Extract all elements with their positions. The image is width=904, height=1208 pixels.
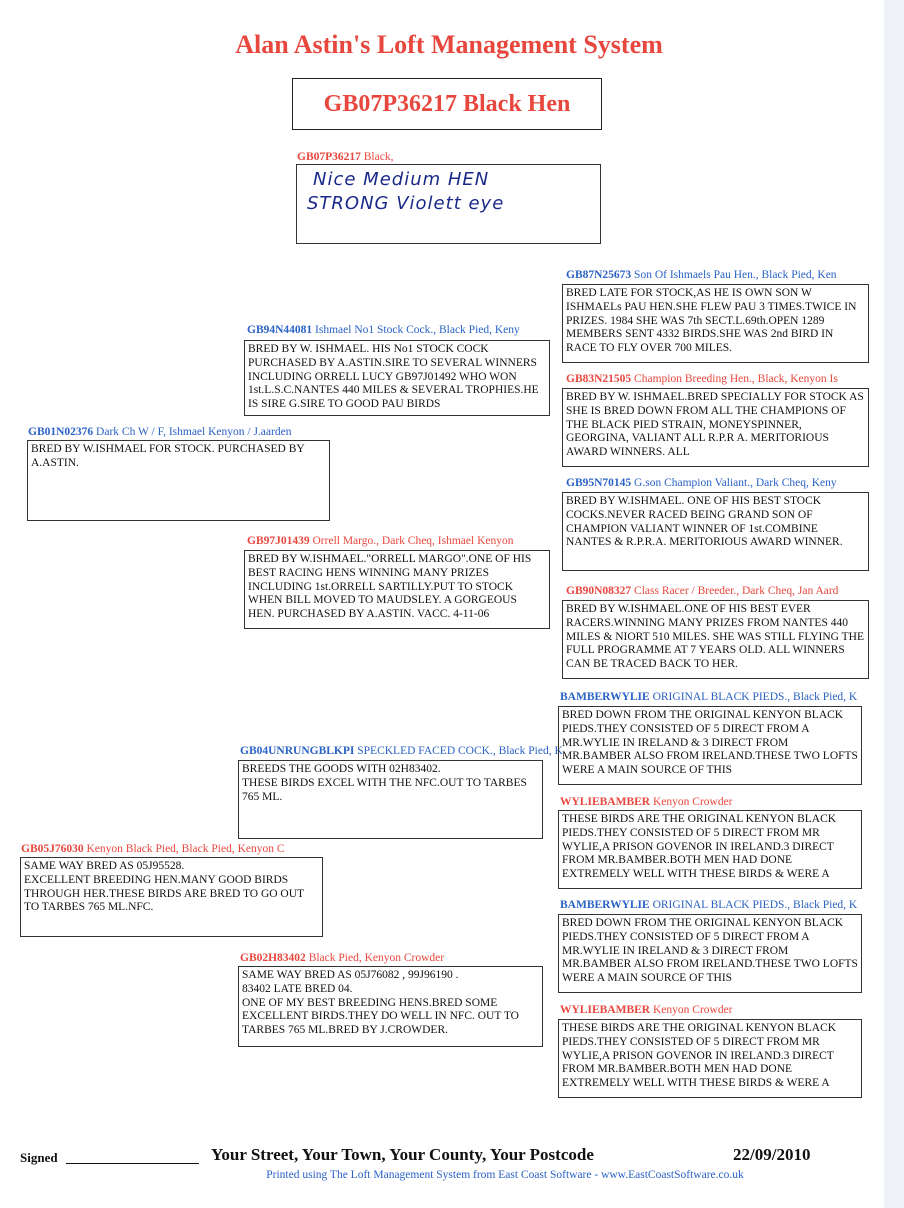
dds-header <box>560 898 857 912</box>
signed-label: Signed <box>20 1150 58 1165</box>
subject-handwritten-note <box>296 164 601 244</box>
sss-header <box>566 268 837 282</box>
dss-desc: ORIGINAL BLACK PIEDS., Black Pied, K <box>652 691 858 703</box>
dsd-header <box>560 795 733 809</box>
sss-desc: Son Of Ishmaels Pau Hen., Black Pied, Ken <box>634 269 837 281</box>
sire-ring: GB01N02376 <box>28 426 94 438</box>
sds-notes: BRED BY W.ISHMAEL. ONE OF HIS BEST STOCK COCKS.NEVER RACED BEING GRAND SON OF CHAMPION VALIANT WINNER OF 1st.COMBINE NANTES & R.P.R.A. MERITORIOUS AWARD WINNER. <box>562 492 869 571</box>
ds-ring: GB04UNRUNGBLKPI <box>240 745 355 757</box>
sds-desc: G.son Champion Valiant., Dark Cheq, Keny <box>634 477 837 489</box>
ss-notes: BRED BY W. ISHMAEL. HIS No1 STOCK COCK PURCHASED BY A.ASTIN.SIRE TO SEVERAL WINNERS INCLUDING ORRELL LUCY GB97J01492 WHO WON 1st.L.S.C.NANTES 440 MILES & SEVERAL TROPHIES.HE IS SIRE G.SIRE TO GOOD PAU BIRDS <box>244 340 550 416</box>
dam-ring: GB05J76030 <box>21 843 84 855</box>
page-title: Alan Astin's Loft Management System <box>235 30 663 59</box>
ssd-desc: Champion Breeding Hen., Black, Kenyon Is <box>634 373 838 385</box>
ddd-ring: WYLIEBAMBER <box>560 1004 651 1016</box>
dds-notes: BRED DOWN FROM THE ORIGINAL KENYON BLACK PIEDS.THEY CONSISTED OF 5 DIRECT FROM A MR.WYLIE IN IRELAND & 3 DIRECT FROM MR.BAMBER ALSO FROM IRELAND.THESE TWO LOFTS WERE A MAIN SOURCE OF THIS <box>558 914 862 993</box>
printed-by-note: Printed using The Loft Management System from East Coast Software - www.EastCoastSoftware.co.uk <box>266 1169 744 1181</box>
sds-header <box>566 476 837 490</box>
ss-ring: GB94N44081 <box>247 324 313 336</box>
subject-heading: GB07P36217 Black Hen <box>292 78 602 130</box>
footer-address: Your Street, Your Town, Your County, Your Postcode <box>211 1145 594 1164</box>
dam-notes: SAME WAY BRED AS 05J95528. EXCELLENT BREEDING HEN.MANY GOOD BIRDS THROUGH HER.THESE BIRDS ARE BRED TO GO OUT TO TARBES 765 ML.NFC. <box>20 857 323 937</box>
sss-ring: GB87N25673 <box>566 269 632 281</box>
sds-ring: GB95N70145 <box>566 477 632 489</box>
subject-header <box>297 150 393 164</box>
sdd-ring: GB90N08327 <box>566 585 632 597</box>
sd-ring: GB97J01439 <box>247 535 310 547</box>
ddd-desc: Kenyon Crowder <box>652 1004 733 1016</box>
dd-header <box>240 951 444 965</box>
sire-notes: BRED BY W.ISHMAEL FOR STOCK. PURCHASED BY A.ASTIN. <box>27 440 330 521</box>
sire-desc: Dark Ch W / F, Ishmael Kenyon / J.aarden <box>96 426 292 438</box>
dd-ring: GB02H83402 <box>240 952 306 964</box>
subject-ring: GB07P36217 <box>297 151 361 163</box>
footer-date: 22/09/2010 <box>733 1145 811 1164</box>
sd-desc: Orrell Margo., Dark Cheq, Ishmael Kenyon <box>312 535 514 547</box>
ssd-notes: BRED BY W. ISHMAEL.BRED SPECIALLY FOR STOCK AS SHE IS BRED DOWN FROM ALL THE CHAMPIONS OF THE BLACK PIED STRAIN, MONEYSPINNER, GEORGINA, VALIANT ALL R.P.R A. MERITORIOUS AWARD WINNERS. ALL <box>562 388 869 467</box>
ddd-notes: THESE BIRDS ARE THE ORIGINAL KENYON BLACK PIEDS.THEY CONSISTED OF 5 DIRECT FROM MR WYLIE,A PRISON GOVENOR IN IRELAND.3 DIRECT FROM MR.BAMBER.BOTH MEN HAD DONE EXTREMELY WELL WITH THESE BIRDS & WERE A <box>558 1019 862 1098</box>
ds-notes: BREEDS THE GOODS WITH 02H83402. THESE BIRDS EXCEL WITH THE NFC.OUT TO TARBES 765 ML. <box>238 760 543 839</box>
dsd-notes: THESE BIRDS ARE THE ORIGINAL KENYON BLACK PIEDS.THEY CONSISTED OF 5 DIRECT FROM MR WYLIE,A PRISON GOVENOR IN IRELAND.3 DIRECT FROM MR.BAMBER.BOTH MEN HAD DONE EXTREMELY WELL WITH THESE BIRDS & WERE A <box>558 810 862 889</box>
sdd-desc: Class Racer / Breeder., Dark Cheq, Jan Aard <box>634 585 839 597</box>
sire-header <box>28 425 291 439</box>
ddd-header <box>560 1003 733 1017</box>
sd-header <box>247 534 514 548</box>
signature-line <box>66 1163 199 1164</box>
sdd-header <box>566 584 838 598</box>
subject-desc: Black, <box>363 151 394 163</box>
dds-desc: ORIGINAL BLACK PIEDS., Black Pied, K <box>652 899 858 911</box>
ss-header <box>247 323 520 337</box>
sdd-notes: BRED BY W.ISHMAEL.ONE OF HIS BEST EVER RACERS.WINNING MANY PRIZES FROM NANTES 440 MILES & NIORT 510 MILES. SHE WAS STILL FLYING THE FULL PROGRAMME AT 7 YEARS OLD. ALL WINNERS CAN BE TRACED BACK TO HER. <box>562 600 869 679</box>
dss-notes: BRED DOWN FROM THE ORIGINAL KENYON BLACK PIEDS.THEY CONSISTED OF 5 DIRECT FROM A MR.WYLIE IN IRELAND & 3 DIRECT FROM MR.BAMBER ALSO FROM IRELAND.THESE TWO LOFTS WERE A MAIN SOURCE OF THIS <box>558 706 862 785</box>
page-edge-strip <box>884 0 904 1208</box>
dd-desc: Black Pied, Kenyon Crowder <box>308 952 445 964</box>
sd-notes: BRED BY W.ISHMAEL."ORRELL MARGO".ONE OF HIS BEST RACING HENS WINNING MANY PRIZES INCLUDING 1st.ORRELL SARTILLY.PUT TO STOCK WHEN BILL MOVED TO MAUDSLEY. A GORGEOUS HEN. PURCHASED BY A.ASTIN. VACC. 4-11-06 <box>244 550 550 629</box>
note-line-2: STRONG Violett eye <box>307 193 505 214</box>
note-line-1: Nice Medium HEN <box>313 169 490 190</box>
ssd-ring: GB83N21505 <box>566 373 632 385</box>
dsd-desc: Kenyon Crowder <box>652 796 733 808</box>
dds-ring: BAMBERWYLIE <box>560 899 650 911</box>
ss-desc: Ishmael No1 Stock Cock., Black Pied, Keny <box>315 324 520 336</box>
sss-notes: BRED LATE FOR STOCK,AS HE IS OWN SON W ISHMAELs PAU HEN.SHE FLEW PAU 3 TIMES.TWICE IN PRIZES. 1984 SHE WAS 7th SECT.L.69th.OPEN 1289 MEMBERS SENT 4332 BIRDS.SHE WAS 2nd BIRD IN RACE TO FLY OVER 700 MILES. <box>562 284 869 363</box>
dd-notes: SAME WAY BRED AS 05J76082 , 99J96190 . 83402 LATE BRED 04. ONE OF MY BEST BREEDING HENS.BRED SOME EXCELLENT BIRDS.THEY DO WELL IN NFC. OUT TO TARBES 765 ML.BRED BY J.CROWDER. <box>238 966 543 1047</box>
ds-desc: SPECKLED FACED COCK., Black Pied, K <box>357 745 563 757</box>
dss-ring: BAMBERWYLIE <box>560 691 650 703</box>
ds-header <box>240 744 563 758</box>
dam-header <box>21 842 285 856</box>
dss-header <box>560 690 857 704</box>
ssd-header <box>566 372 838 386</box>
dam-desc: Kenyon Black Pied, Black Pied, Kenyon C <box>86 843 285 855</box>
dsd-ring: WYLIEBAMBER <box>560 796 651 808</box>
